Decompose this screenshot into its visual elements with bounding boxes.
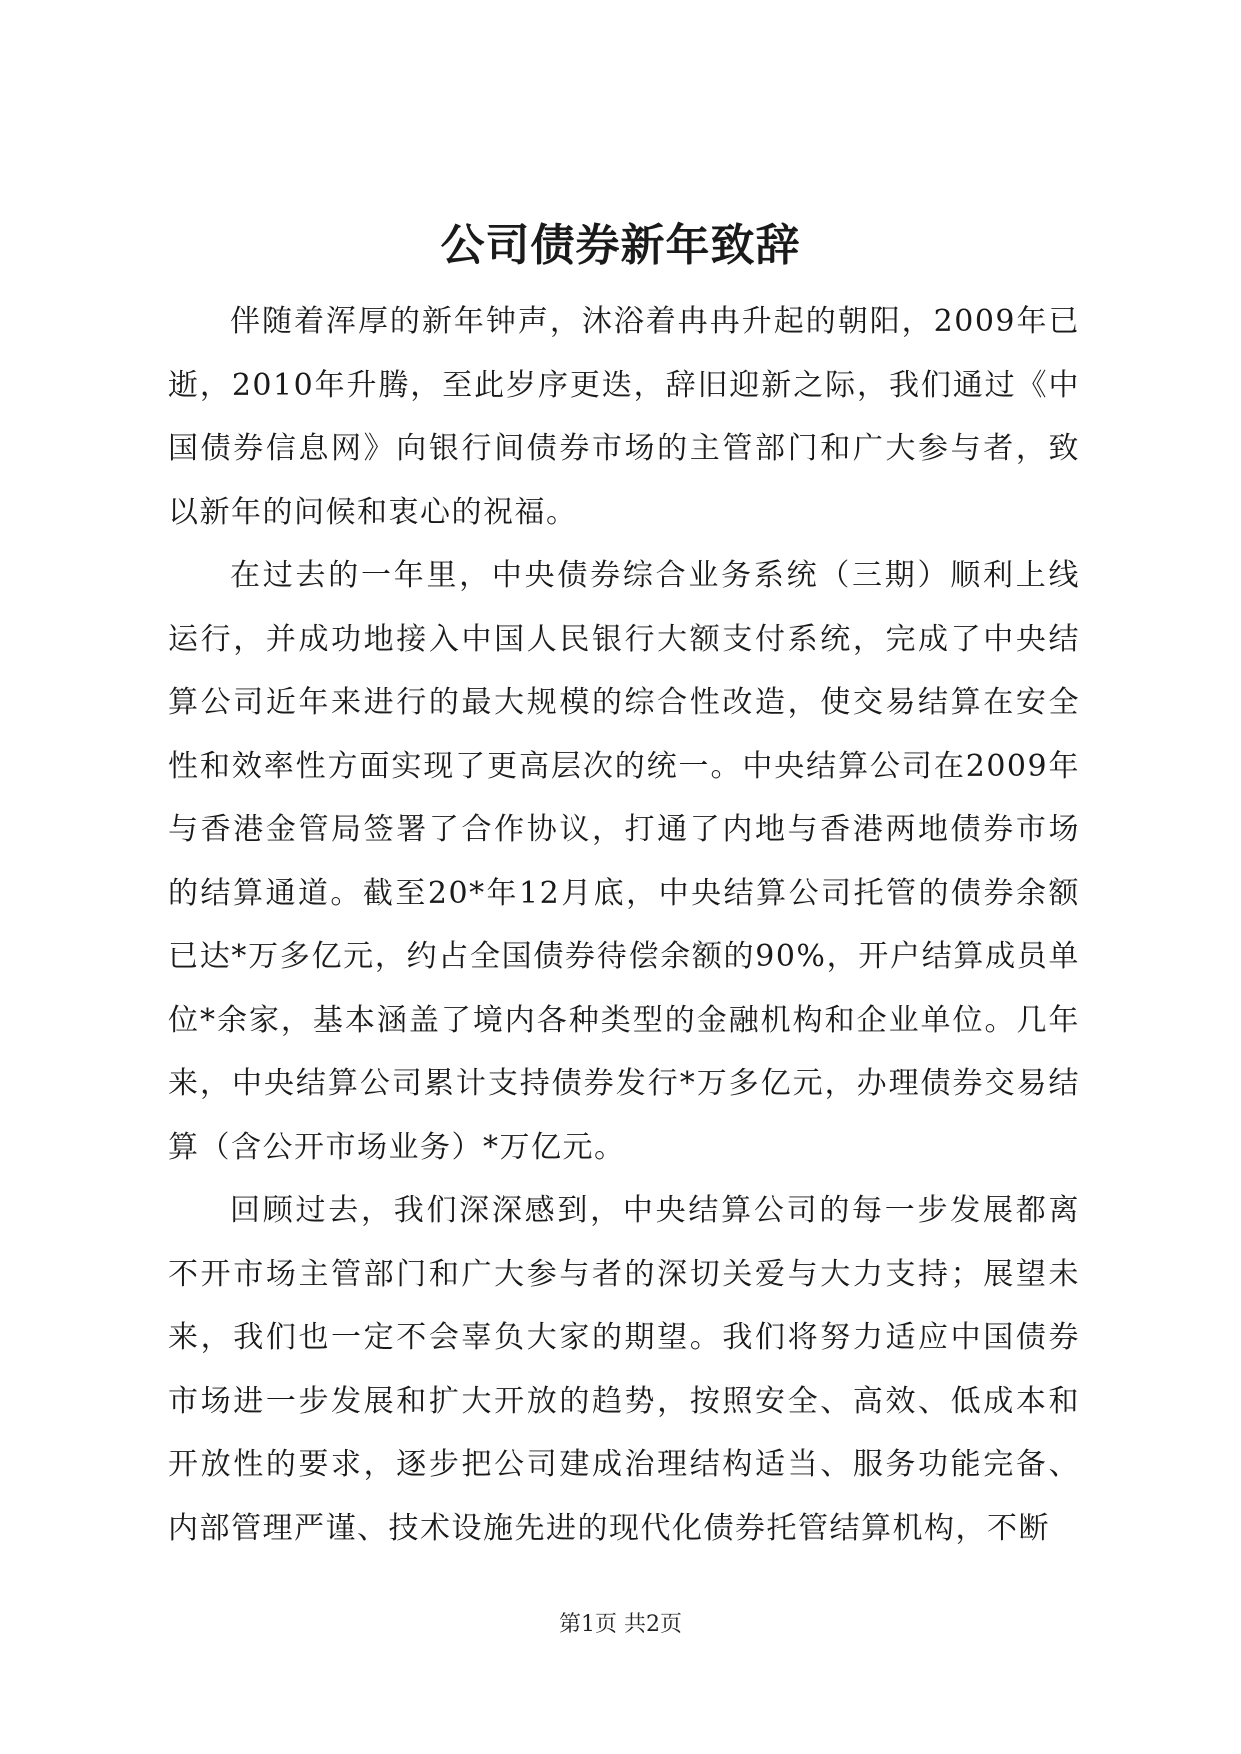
document-title: 公司债券新年致辞 — [440, 220, 801, 271]
paragraph-3: 回顾过去，我们深深感到，中央结算公司的每一步发展都离不开市场主管部门和广大参与者的深切关爱与大力支持；展望未来，我们也一定不会辜负大家的期望。我们将努力适应中国债券市场进一步发展和扩大开放的趋势，按照安全、高效、低成本和开放性的要求，逐步把公司建成治理结构适当、服务功能完备、内部管理严谨、技术设施先进的现代化债券托管结算机构，不断 — [168, 1193, 1080, 1546]
document-body — [168, 290, 1080, 1560]
page-number-footer: 第1页 共2页 — [559, 1612, 682, 1637]
paragraph-1: 伴随着浑厚的新年钟声，沐浴着冉冉升起的朝阳，2009年已逝，2010年升腾，至此岁序更迭，辞旧迎新之际，我们通过《中国债券信息网》向银行间债券市场的主管部门和广大参与者，致以新年的问候和衷心的祝福。 — [168, 304, 1080, 530]
paragraph-2: 在过去的一年里，中央债券综合业务系统（三期）顺利上线运行，并成功地接入中国人民银行大额支付系统，完成了中央结算公司近年来进行的最大规模的综合性改造，使交易结算在安全性和效率性方面实现了更高层次的统一。中央结算公司在2009年与香港金管局签署了合作协议，打通了内地与香港两地债券市场的结算通道。截至20*年12月底，中央结算公司托管的债券余额已达*万多亿元，约占全国债券待偿余额的90%，开户结算成员单位*余家，基本涵盖了境内各种类型的金融机构和企业单位。几年来，中央结算公司累计支持债券发行*万多亿元，办理债券交易结算（含公开市场业务）*万亿元。 — [168, 558, 1080, 1165]
